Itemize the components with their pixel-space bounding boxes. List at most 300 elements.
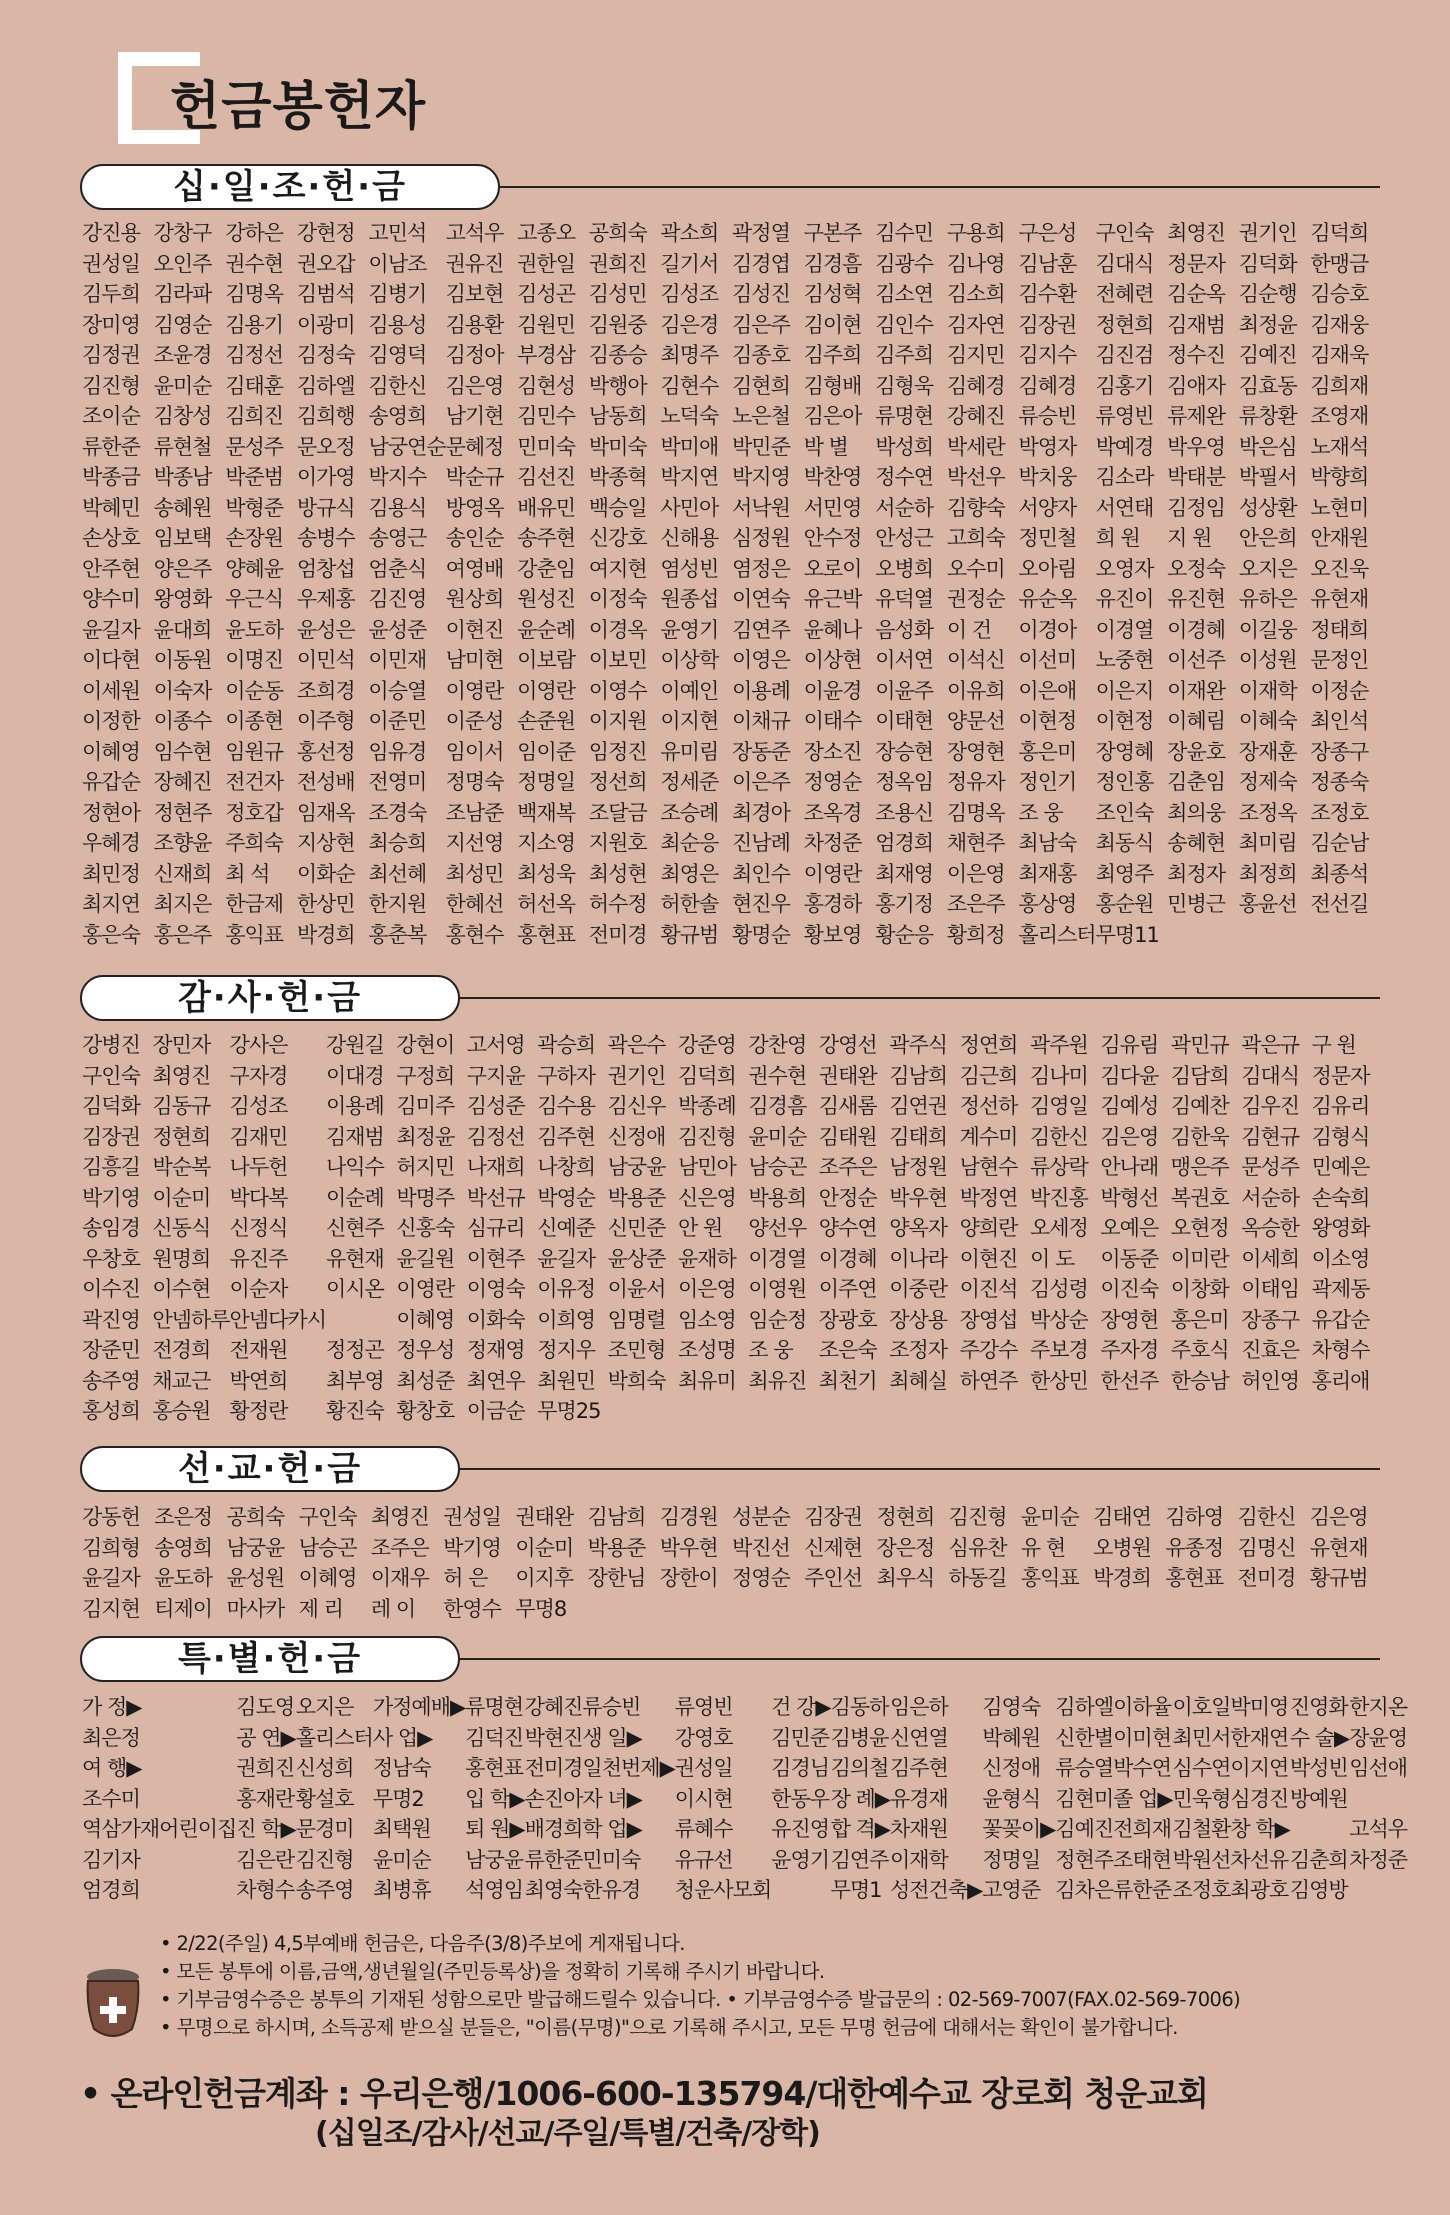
donor-name: 임수현 xyxy=(153,739,212,764)
donor-name: 전미경 xyxy=(1237,1566,1296,1590)
donor-name: 우근식 xyxy=(225,587,284,611)
donor-name: 홍은숙 xyxy=(82,922,140,947)
donor-name: 김예성 xyxy=(1100,1094,1159,1118)
donor-name: 권기인 xyxy=(1238,221,1297,245)
donor-name: 김한신 xyxy=(368,373,427,398)
donor-name: 신정식 xyxy=(229,1216,288,1240)
donor-name: 김혜경 xyxy=(1018,373,1077,398)
donor-name: 이혜림 xyxy=(1167,709,1226,733)
donor-name: 이영원 xyxy=(748,1277,807,1301)
donor-name: 무명11 xyxy=(1095,922,1159,947)
donor-name: 홀리스터 xyxy=(1018,922,1096,947)
donor-name: 박우현 xyxy=(659,1535,718,1560)
donor-name: 최연우 xyxy=(466,1368,525,1393)
donor-name: 장종구 xyxy=(1241,1307,1300,1332)
donor-name: 최선혜 xyxy=(368,861,427,886)
donor-name: 박원선 xyxy=(1172,1847,1231,1872)
donor-name: 김은란 xyxy=(236,1847,295,1872)
offering-category-label: 공 연▶ xyxy=(236,1725,296,1750)
donor-name: 이경열 xyxy=(1095,617,1154,642)
donor-name: 신예준 xyxy=(537,1216,596,1240)
donor-name: 심규리 xyxy=(466,1216,525,1240)
donor-name: 차형수 xyxy=(236,1878,295,1902)
donor-name: 김효동 xyxy=(1238,373,1297,398)
donor-name: 최남숙 xyxy=(1018,831,1077,855)
section-header-special xyxy=(80,1636,1380,1684)
donor-name: 조옥경 xyxy=(803,800,862,825)
donor-name: 정남숙 xyxy=(372,1756,431,1780)
donor-name: 김남희 xyxy=(889,1063,948,1088)
donor-name: 김동하 xyxy=(830,1695,889,1719)
donor-name: 허인영 xyxy=(1241,1368,1300,1393)
donor-name: 조희경 xyxy=(296,678,355,703)
donor-name: 박우영 xyxy=(1167,434,1226,459)
donor-name: 이진숙 xyxy=(1100,1277,1159,1301)
donor-name: 조수미 xyxy=(82,1786,140,1811)
donor-name: 김근희 xyxy=(959,1063,1018,1088)
donor-name: 윤길자 xyxy=(82,1566,140,1590)
donor-name: 곽민규 xyxy=(1170,1033,1229,1057)
donor-name: 김정선 xyxy=(466,1124,525,1149)
donor-name: 홍익표 xyxy=(1020,1566,1079,1590)
donor-name: 강하은 xyxy=(225,221,284,245)
donor-name: 이현정 xyxy=(1095,709,1154,733)
donor-name: 김재범 xyxy=(1167,312,1226,337)
donor-name: 김영덕 xyxy=(368,343,427,367)
donor-name: 이명진 xyxy=(225,648,284,672)
donor-name: 최혜실 xyxy=(889,1368,948,1393)
donor-name: 장영섭 xyxy=(959,1307,1018,1332)
donor-name: 지원호 xyxy=(588,831,647,855)
donor-name: 곽승희 xyxy=(537,1033,596,1057)
donor-name: 양문선 xyxy=(946,709,1005,733)
donor-name: 유순옥 xyxy=(1018,587,1077,611)
donor-name: 박 별 xyxy=(803,434,848,459)
donor-name: 강현이 xyxy=(396,1033,455,1057)
donor-name: 이미란 xyxy=(1170,1246,1229,1271)
donor-name: 박형선 xyxy=(1100,1185,1159,1210)
donor-name: 박용희 xyxy=(748,1185,807,1210)
donor-name: 김희재 xyxy=(1310,373,1369,398)
donor-name: 방영옥 xyxy=(445,495,504,520)
donor-name: 박연희 xyxy=(229,1368,288,1393)
donor-name: 류제완 xyxy=(1167,404,1226,428)
donor-name: 조주은 xyxy=(818,1155,877,1179)
donor-name: 민예은 xyxy=(1311,1155,1370,1179)
donor-name: 권희진 xyxy=(588,251,647,276)
donor-name: 최재영 xyxy=(875,861,934,886)
donor-name: 김용성 xyxy=(368,312,427,337)
donor-name: 김주현 xyxy=(889,1756,948,1780)
donor-name: 윤성원 xyxy=(226,1566,285,1590)
donor-name: 장한님 xyxy=(587,1566,646,1590)
donor-name: 박성희 xyxy=(875,434,934,459)
donor-name xyxy=(1349,1784,1407,1815)
donor-name: 임소영 xyxy=(677,1307,736,1332)
donor-name: 구자경 xyxy=(229,1063,288,1088)
donor-name: 장윤호 xyxy=(1167,739,1226,764)
donor-name: 송혜원 xyxy=(153,495,212,520)
donor-name: 김라파 xyxy=(153,282,212,306)
donor-name: 이지현 xyxy=(660,709,719,733)
donor-name: 권성일 xyxy=(82,251,140,276)
donor-name: 고영준 xyxy=(982,1878,1041,1902)
donor-name: 이용례 xyxy=(732,678,790,703)
donor-name: 권태완 xyxy=(515,1505,574,1529)
donor-name: 최유진 xyxy=(748,1368,807,1393)
donor-name: 문혜정 xyxy=(445,434,504,459)
donor-name: 노은철 xyxy=(732,404,790,428)
donor-name: 최승희 xyxy=(368,831,427,855)
donor-name: 김향숙 xyxy=(946,495,1005,520)
donor-name: 송병수 xyxy=(296,526,355,550)
donor-name: 김대식 xyxy=(1095,251,1154,276)
donor-name: 황진숙 xyxy=(325,1399,384,1423)
donor-name: 김예진 xyxy=(1055,1817,1114,1841)
donor-name: 김두희 xyxy=(82,282,140,306)
donor-name: 한상민 xyxy=(296,892,355,916)
donor-name: 조윤경 xyxy=(153,343,212,367)
donor-name: 이길웅 xyxy=(1238,617,1297,642)
donor-name: 강현정 xyxy=(296,221,355,245)
donor-name: 손진아 xyxy=(524,1786,583,1811)
donor-name: 김진형 xyxy=(948,1505,1007,1529)
donor-name: 신연열 xyxy=(889,1725,948,1750)
donor-name: 장동준 xyxy=(732,739,790,764)
donor-name: 박희숙 xyxy=(607,1368,666,1393)
donor-name: 김재민 xyxy=(229,1124,288,1149)
donor-name: 조경숙 xyxy=(368,800,427,825)
donor-name: 이금순 xyxy=(466,1399,525,1423)
donor-name: 김의철 xyxy=(830,1756,889,1780)
notice-item: • 무명으로 하시며, 소득공제 받으실 분들은, "이름(무명)"으로 기록해 주시고, 모든 무명 헌금에 대해서는 확인이 불가합니다. xyxy=(160,2016,1178,2039)
donor-name: 공희숙 xyxy=(588,221,647,245)
donor-name xyxy=(1290,1814,1349,1845)
donor-name: 김현수 xyxy=(660,373,719,398)
donor-name: 김영일 xyxy=(1029,1094,1088,1118)
donor-name: 박현진 xyxy=(524,1725,583,1750)
donor-name: 정현희 xyxy=(876,1505,935,1529)
donor-name: 유진이 xyxy=(1095,587,1154,611)
donor-name: 나익수 xyxy=(325,1155,384,1179)
donor-name: 노재석 xyxy=(1310,434,1369,459)
offering-category-label: 입 학▶ xyxy=(465,1786,525,1811)
donor-name: 정현희 xyxy=(152,1124,211,1149)
donor-name: 이승열 xyxy=(368,678,427,703)
donor-name: 김진영 xyxy=(368,587,427,611)
donor-name: 이혜영 xyxy=(298,1566,357,1590)
donor-name: 신제현 xyxy=(804,1535,863,1560)
donor-name: 류한준 xyxy=(524,1847,583,1872)
donor-name: 류현철 xyxy=(153,434,212,459)
donor-name: 민미숙 xyxy=(582,1847,641,1872)
donor-name: 조향윤 xyxy=(153,831,212,855)
donor-name: 김정권 xyxy=(82,343,140,367)
donor-name: 오현정 xyxy=(1170,1216,1229,1240)
donor-name: 고석우 xyxy=(445,221,504,245)
donor-name: 김덕화 xyxy=(82,1094,140,1118)
donor-name: 이보민 xyxy=(588,648,647,672)
donor-name: 유진현 xyxy=(1167,587,1226,611)
donor-name: 박순규 xyxy=(445,465,504,489)
donor-name: 방규식 xyxy=(296,495,355,520)
donor-name: 한선주 xyxy=(1100,1368,1159,1393)
section-header-tithe xyxy=(80,164,1380,212)
donor-name: 최성욱 xyxy=(517,861,576,886)
donor-name: 정재영 xyxy=(466,1338,525,1362)
donor-name: 유근박 xyxy=(803,587,862,611)
donor-name: 이정한 xyxy=(82,709,140,733)
donor-name: 심수연 xyxy=(1172,1756,1231,1780)
offering-category-label: 학 업▶ xyxy=(582,1817,642,1841)
offering-category-label: 자 녀▶ xyxy=(582,1786,642,1811)
donor-name: 전영미 xyxy=(368,770,427,794)
donor-name: 박은심 xyxy=(1238,434,1297,459)
donor-name: 이수현 xyxy=(152,1277,211,1301)
donor-name: 장승현 xyxy=(875,739,934,764)
donor-name: 김경님 xyxy=(771,1756,830,1780)
donor-name: 최명주 xyxy=(660,343,719,367)
donor-name: 박기영 xyxy=(443,1535,501,1560)
donor-name: 김자연 xyxy=(946,312,1005,337)
donor-name: 이민석 xyxy=(296,648,355,672)
donor-name: 안주현 xyxy=(82,556,140,581)
donor-name: 이화숙 xyxy=(466,1307,525,1332)
donor-name: 왕영화 xyxy=(1311,1216,1370,1240)
donor-name: 박민준 xyxy=(732,434,790,459)
donor-name: 이순동 xyxy=(225,678,284,703)
donor-name: 박형준 xyxy=(225,495,284,520)
donor-name: 이보람 xyxy=(517,648,576,672)
donor-name: 박태분 xyxy=(1167,465,1226,489)
donor-name: 한유경 xyxy=(582,1878,641,1902)
donor-name: 방예원 xyxy=(1289,1786,1348,1811)
donor-name: 윤길자 xyxy=(537,1246,596,1271)
donor-name: 김다윤 xyxy=(1100,1063,1159,1088)
donor-name: 김유리 xyxy=(1311,1094,1370,1118)
donor-name: 이 건 xyxy=(946,617,992,642)
donor-name: 윤형식 xyxy=(982,1786,1041,1811)
donor-name: 주희숙 xyxy=(225,831,284,855)
donor-name: 황명순 xyxy=(732,922,790,947)
donor-name: 김신우 xyxy=(607,1094,666,1118)
donor-name: 박찬영 xyxy=(803,465,862,489)
donor-name: 이시현 xyxy=(674,1786,733,1811)
donor-name: 정영순 xyxy=(731,1566,790,1590)
donor-name: 유진주 xyxy=(229,1246,288,1271)
donor-name: 김광수 xyxy=(875,251,934,276)
donor-name: 여지현 xyxy=(588,556,647,581)
donor-name: 김형배 xyxy=(803,373,862,398)
donor-name: 엄경희 xyxy=(875,831,934,855)
donor-name: 신해용 xyxy=(660,526,719,550)
donor-name: 신민준 xyxy=(607,1216,666,1240)
donor-name: 황희정 xyxy=(946,922,1005,947)
donor-name: 황규범 xyxy=(660,922,719,947)
offering-category-label: 가정예배▶ xyxy=(372,1695,466,1719)
donor-name: 김원중 xyxy=(588,312,647,337)
donor-name: 권유진 xyxy=(445,251,504,276)
donor-name: 나두헌 xyxy=(229,1155,288,1179)
donor-name: 박정연 xyxy=(959,1185,1018,1210)
donor-name: 이중란 xyxy=(889,1277,948,1301)
donor-name: 정수연 xyxy=(875,465,934,489)
donor-name: 희 원 xyxy=(1095,526,1140,550)
donor-name: 이하율 xyxy=(1113,1695,1171,1719)
donor-name: 강원길 xyxy=(325,1033,384,1057)
donor-name: 사민아 xyxy=(660,495,719,520)
donor-name: 김현규 xyxy=(1241,1124,1300,1149)
donor-name: 김창성 xyxy=(153,404,212,428)
donor-name: 이남조 xyxy=(368,251,427,276)
donor-name: 최천기 xyxy=(818,1368,877,1393)
donor-name: 오지은 xyxy=(295,1695,354,1719)
donor-name: 복권호 xyxy=(1170,1185,1229,1210)
donor-name: 배유민 xyxy=(517,495,576,520)
donor-name: 이준민 xyxy=(368,709,427,733)
donor-name: 구 원 xyxy=(1311,1033,1356,1057)
donor-name: 김재욱 xyxy=(1310,343,1369,367)
donor-name: 김용환 xyxy=(445,312,504,337)
donor-name: 남동희 xyxy=(588,404,647,428)
donor-name: 김소연 xyxy=(875,282,934,306)
donor-name: 정인기 xyxy=(1018,770,1077,794)
offering-category-label: 사 업▶ xyxy=(372,1725,433,1750)
donor-name: 윤도하 xyxy=(154,1566,213,1590)
donor-name: 박우현 xyxy=(889,1185,948,1210)
donor-name: 임명렬 xyxy=(607,1307,666,1332)
donor-name: 주보경 xyxy=(1029,1338,1088,1362)
donor-name: 김예진 xyxy=(1238,343,1297,367)
donor-name: 김정선 xyxy=(225,343,284,367)
donor-name: 남현수 xyxy=(959,1155,1018,1179)
donor-name: 한금제 xyxy=(225,892,284,916)
donor-name: 서순하 xyxy=(875,495,934,520)
donor-name: 조민형 xyxy=(607,1338,666,1362)
donor-name: 김순행 xyxy=(1238,282,1297,306)
donor-name: 허한솔 xyxy=(660,892,719,916)
donor-name: 박종혁 xyxy=(588,465,647,489)
donor-name: 이정숙 xyxy=(588,587,647,611)
donor-name: 김은아 xyxy=(803,404,862,428)
special-name-list xyxy=(82,1692,1408,1906)
donor-name: 김미주 xyxy=(396,1094,455,1118)
donor-name: 류영빈 xyxy=(1095,404,1154,428)
donor-name: 옥승한 xyxy=(1241,1216,1300,1240)
donor-name: 박예경 xyxy=(1095,434,1154,459)
donor-name: 이윤경 xyxy=(803,678,862,703)
donor-name: 김종호 xyxy=(732,343,790,367)
donor-name: 지상현 xyxy=(296,831,355,855)
donor-name: 김수용 xyxy=(537,1094,596,1118)
donor-name: 황정란 xyxy=(229,1399,288,1423)
donor-name: 배경희 xyxy=(524,1817,583,1841)
donor-name: 박진홍 xyxy=(1029,1185,1088,1210)
donor-name: 손상호 xyxy=(82,526,140,550)
offering-category-label: 퇴 원▶ xyxy=(465,1817,525,1841)
donor-name: 문성주 xyxy=(1241,1155,1300,1179)
donor-name: 김우진 xyxy=(1241,1094,1300,1118)
donor-name: 박준범 xyxy=(225,465,284,489)
donor-name: 장준민 xyxy=(82,1338,140,1362)
donor-name: 홍은미 xyxy=(1018,739,1077,764)
donor-name: 남기현 xyxy=(445,404,504,428)
donor-name: 장소진 xyxy=(803,739,862,764)
donor-name: 홍현표 xyxy=(1165,1566,1224,1590)
donor-name: 김장권 xyxy=(1018,312,1077,337)
donor-name: 김주현 xyxy=(537,1124,596,1149)
donor-name: 이세희 xyxy=(1241,1246,1300,1271)
donor-name: 김영숙 xyxy=(982,1695,1041,1719)
donor-name: 이순미 xyxy=(152,1185,211,1210)
donor-name: 박미애 xyxy=(660,434,719,459)
notice-item: • 기부금영수증은 봉투의 기재된 성함으로만 발급해드릴수 있습니다. • 기부금영수증 발급문의 : 02-569-7007(FAX.02-569-7006) xyxy=(160,1988,1241,2011)
offering-category-label: 꽃꽂이▶ xyxy=(982,1817,1056,1841)
donor-name: 홍성희 xyxy=(82,1399,140,1423)
donor-name: 김형욱 xyxy=(875,373,934,398)
donor-name: 이경열 xyxy=(748,1246,807,1271)
donor-name: 김은주 xyxy=(732,312,790,337)
donor-name: 안 원 xyxy=(677,1216,723,1240)
notice-item: • 모든 봉투에 이름,금액,생년월일(주민등록상)을 정확히 기록해 주시기 바랍니다. xyxy=(160,1960,825,1983)
donor-name: 고서영 xyxy=(466,1033,525,1057)
donor-name: 조은숙 xyxy=(818,1338,877,1362)
donor-name: 이채규 xyxy=(732,709,790,733)
donor-name: 남궁윤 xyxy=(607,1155,666,1179)
donor-name: 조용신 xyxy=(875,800,934,825)
donor-name: 김은경 xyxy=(660,312,719,337)
donor-name: 이유희 xyxy=(946,678,1005,703)
notice-item: • 2/22(주일) 4,5부예배 헌금은, 다음주(3/8)주보에 게재됩니다. xyxy=(160,1932,685,1955)
donor-name: 김정아 xyxy=(445,343,504,367)
donor-name: 김명옥 xyxy=(225,282,284,306)
donor-name: 송주영 xyxy=(82,1368,140,1393)
offering-category-label: 일천번제▶ xyxy=(582,1756,675,1780)
offering-category-label: 졸 업▶ xyxy=(1113,1786,1173,1811)
donor-name: 구은성 xyxy=(1018,221,1077,245)
donor-name: 이정순 xyxy=(1310,678,1369,703)
donor-name: 최우식 xyxy=(876,1566,935,1590)
donor-name: 류혜수 xyxy=(674,1817,733,1841)
donor-name: 한혜선 xyxy=(445,892,504,916)
donor-name: 레 이 xyxy=(370,1596,416,1621)
donor-name: 왕영화 xyxy=(153,587,212,611)
donor-name: 양선우 xyxy=(748,1216,807,1240)
donor-name: 정문자 xyxy=(1167,251,1226,276)
donor-name: 강혜진 xyxy=(946,404,1005,428)
donor-name: 박종례 xyxy=(677,1094,736,1118)
donor-name: 신강호 xyxy=(588,526,647,550)
donor-name: 손숙희 xyxy=(1311,1185,1370,1210)
donor-name: 제 리 xyxy=(298,1596,343,1621)
donor-name: 우혜경 xyxy=(82,831,140,855)
donor-name: 이미현 xyxy=(1113,1725,1171,1750)
donor-name: 류한준 xyxy=(82,434,140,459)
donor-name: 정세준 xyxy=(660,770,719,794)
donor-name: 손장원 xyxy=(225,526,284,550)
donor-name: 윤혜나 xyxy=(803,617,862,642)
donor-name: 박영자 xyxy=(1018,434,1077,459)
donor-name: 장영현 xyxy=(946,739,1005,764)
donor-name: 여영배 xyxy=(445,556,504,581)
donor-name: 류승빈 xyxy=(582,1695,641,1719)
donor-name: 김수환 xyxy=(1018,282,1077,306)
donor-name: 박지영 xyxy=(732,465,790,489)
donor-name: 최정윤 xyxy=(396,1124,455,1149)
donor-name: 서낙원 xyxy=(732,495,790,520)
donor-name: 최지연 xyxy=(82,892,140,916)
donor-name: 김성혁 xyxy=(803,282,862,306)
